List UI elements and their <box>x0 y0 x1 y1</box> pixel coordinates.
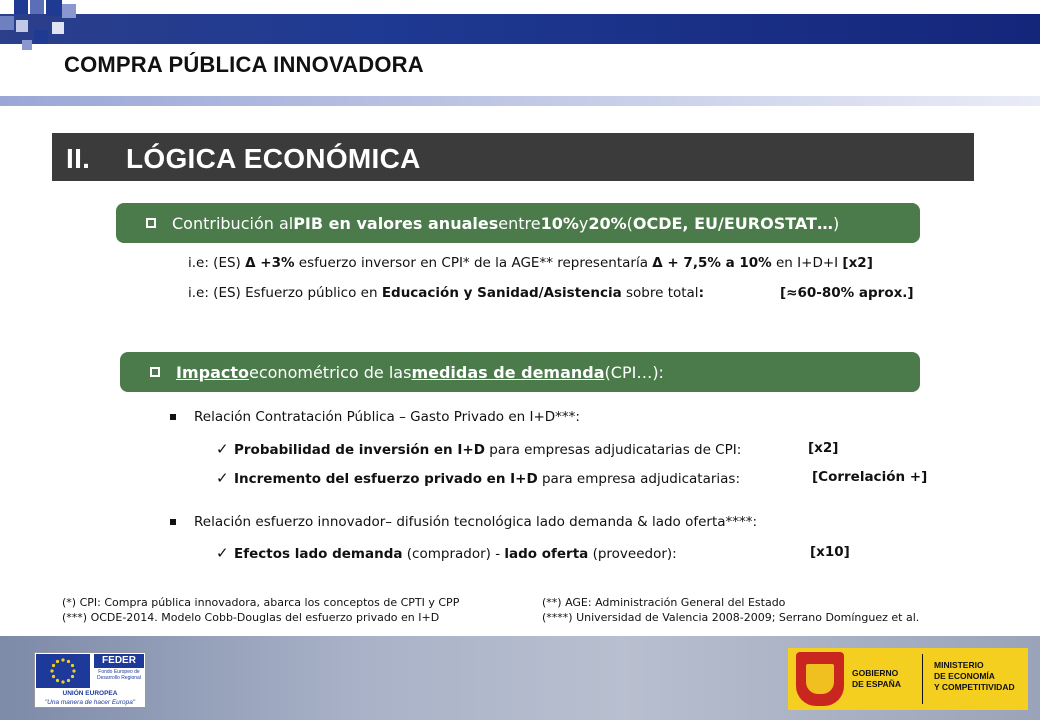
bullet-innovation-diffusion: Relación esfuerzo innovador– difusión tecnológica lado demanda & lado oferta****: <box>170 514 757 530</box>
footnote-ocde: (***) OCDE-2014. Modelo Cobb-Douglas del esfuerzo privado en I+D <box>62 611 440 624</box>
page-title: COMPRA PÚBLICA INNOVADORA <box>64 52 424 77</box>
demand-impact-banner: Impacto econométrico de las medidas de demanda (CPI…): <box>120 352 920 392</box>
checkmark-icon: ✓ <box>216 469 229 487</box>
check-private-effort: ✓ Incremento del esfuerzo privado en I+D para empresa adjudicatarias: <box>216 469 741 487</box>
section-title: LÓGICA ECONÓMICA <box>126 143 421 174</box>
square-bullet-icon <box>170 414 176 420</box>
feder-subtitle: Fondo Europeo de Desarrollo Regional <box>97 669 141 681</box>
eu-motto: "Una manera de hacer Europa" <box>44 699 136 706</box>
section-number: II. <box>66 143 91 174</box>
square-bullet-icon <box>170 519 176 525</box>
check-demand-supply-effects: ✓ Efectos lado demanda (comprador) - lado oferta (proveedor): <box>216 544 677 562</box>
squares-logo-icon <box>0 0 80 60</box>
section-heading <box>66 143 421 175</box>
footnote-cpi: (*) CPI: Compra pública innovadora, abarca los conceptos de CPTI y CPP <box>62 596 460 609</box>
check-investment-probability-value: [x2] <box>808 440 839 456</box>
checkmark-icon: ✓ <box>216 544 229 562</box>
gobierno-label: GOBIERNO DE ESPAÑA <box>852 668 901 689</box>
footnote-age: (**) AGE: Administración General del Estado <box>542 596 786 609</box>
header-blue-band <box>0 14 1040 44</box>
header-light-band <box>0 96 1040 106</box>
logo-divider <box>922 654 923 704</box>
checkmark-icon: ✓ <box>216 440 229 458</box>
check-demand-supply-effects-value: [x10] <box>810 544 850 560</box>
eu-name: UNIÓN EUROPEA <box>62 690 118 697</box>
bullet-procurement-relation: Relación Contratación Pública – Gasto Privado en I+D***: <box>170 409 580 425</box>
top-header <box>0 0 1040 108</box>
ministerio-label: MINISTERIO DE ECONOMÍA Y COMPETITIVIDAD <box>934 660 1015 692</box>
crest-shield-icon <box>806 664 834 694</box>
eu-flag-icon <box>36 654 90 688</box>
example-line-investment: i.e: (ES) Δ +3% esfuerzo inversor en CPI* de la AGE** representaría Δ + 7,5% a 10% en I+D+I [x2] <box>188 255 873 271</box>
check-investment-probability: ✓ Probabilidad de inversión en I+D para empresas adjudicatarias de CPI: <box>216 440 742 458</box>
check-private-effort-value: [Correlación +] <box>812 469 928 485</box>
checkbox-square-icon <box>150 367 160 377</box>
checkbox-square-icon <box>146 218 156 228</box>
pib-contribution-banner: Contribución al PIB en valores anuales entre 10% y 20% ( OCDE, EU/EUROSTAT… ) <box>116 203 920 243</box>
footnote-valencia: (****) Universidad de Valencia 2008-2009; Serrano Domínguez et al. <box>542 611 920 624</box>
example-line-public-effort-value: [≈60-80% aprox.] <box>780 285 914 301</box>
example-line-public-effort: i.e: (ES) Esfuerzo público en Educación y Sanidad/Asistencia sobre total: <box>188 285 704 301</box>
feder-label: FEDER <box>94 654 144 668</box>
